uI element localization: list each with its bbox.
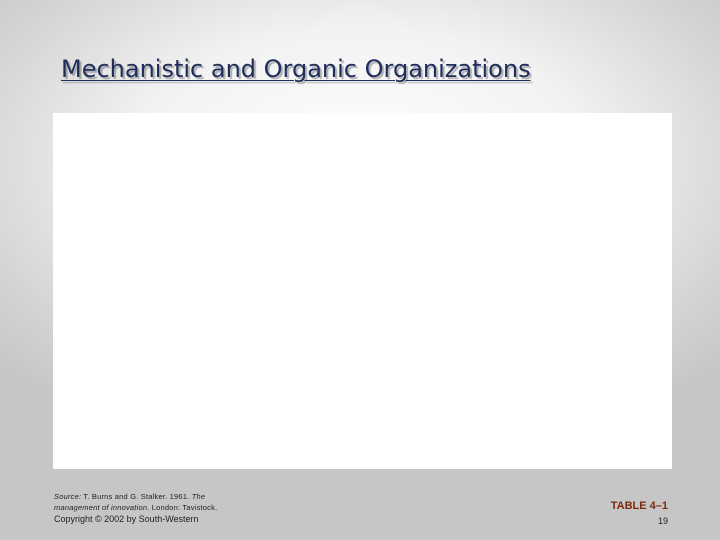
- page-number: 19: [657, 516, 668, 526]
- slide-title: Mechanistic and Organic Organizations: [61, 55, 531, 83]
- source-title-end: management of innovation: [54, 503, 148, 512]
- copyright-notice: Copyright © 2002 by South-Western: [54, 514, 199, 524]
- source-title-start: The: [191, 492, 206, 501]
- source-line-1: [54, 491, 274, 502]
- table-label: TABLE 4–1: [610, 500, 668, 512]
- source-authors: T. Burns and G. Stalker. 1961.: [81, 492, 192, 501]
- source-citation: [54, 491, 274, 525]
- source-line-2: [54, 502, 274, 513]
- source-publisher: . London: Tavistock.: [147, 503, 218, 512]
- table-image-area: [53, 113, 672, 469]
- source-label: Source:: [54, 492, 82, 501]
